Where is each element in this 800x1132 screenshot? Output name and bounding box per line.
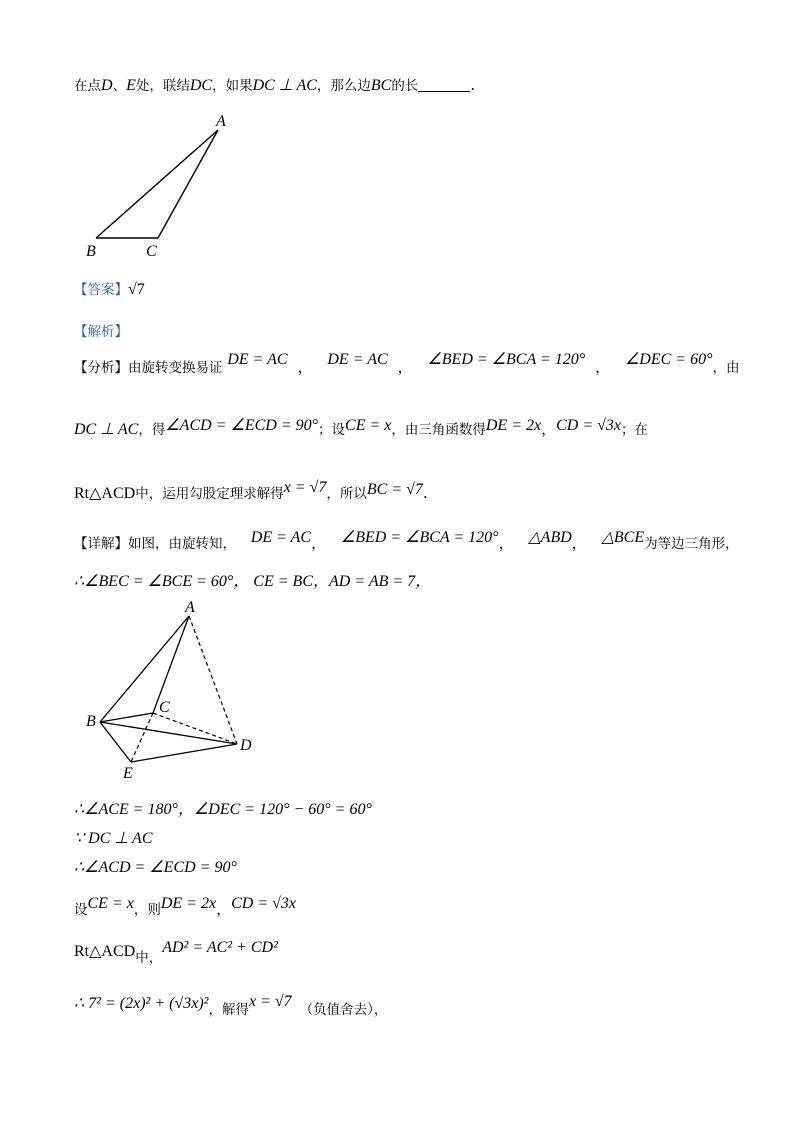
q-text-4: ，那么边	[316, 78, 371, 94]
answer-value: √7	[128, 281, 145, 298]
q-bc: BC	[370, 77, 392, 94]
label-a: A	[216, 113, 226, 130]
step-5-a: Rt△ACD	[74, 943, 136, 960]
fenxi-eq-1: DE = AC	[227, 351, 288, 368]
step-4-b: CE = x	[87, 895, 134, 912]
figure-triangle-abc	[80, 110, 260, 265]
step-1-text: ∴∠ACE = 180°，∠DEC = 120° − 60° = 60°	[74, 801, 372, 818]
step-5	[74, 939, 278, 969]
step-6-c: x = √7	[248, 993, 292, 1010]
edge-ed	[131, 744, 237, 762]
xiangjie-line-1: 【详解】如图，由旋转知， DE = AC， ∠BED = ∠BCA = 120°， △ABD， △BCE为等边三角形，	[74, 529, 739, 552]
step-4-c: ，则	[133, 902, 161, 918]
step-4-a: 设	[74, 902, 88, 918]
edge-bc	[100, 713, 153, 722]
step-2-text: ∵ DC ⊥ AC	[74, 830, 153, 847]
edge-ce	[131, 713, 153, 762]
label-d: D	[240, 737, 252, 754]
fenxi-eq-12: BC = √7	[366, 481, 423, 498]
question-line	[74, 74, 475, 97]
q-text-3: ，如果	[212, 78, 253, 94]
fenxi-text-1: 由旋转变换易证	[128, 360, 223, 376]
step-6-b: ，解得	[208, 1002, 249, 1018]
step-3	[74, 856, 237, 879]
fenxi-text-7: 中，运用勾股定理求解得	[135, 486, 284, 502]
fenxi-text-8: ，所以	[326, 486, 367, 502]
label-a: A	[185, 599, 195, 616]
step-1	[74, 798, 372, 821]
q-condition: DC ⊥ AC	[252, 77, 317, 94]
edge-ac	[158, 130, 218, 238]
xiangjie-eq-2: ∠BED = ∠BCA = 120°	[340, 529, 499, 546]
label-b: B	[86, 243, 96, 260]
step-4-e: CD = √3x	[231, 895, 296, 912]
step-3-text: ∴∠ACD = ∠ECD = 90°	[74, 859, 237, 876]
q-end: .	[470, 76, 476, 94]
fenxi-eq-11: x = √7	[283, 479, 327, 496]
fenxi-eq-3: ∠BED = ∠BCA = 120°	[427, 351, 586, 368]
fenxi-line-2: DC ⊥ AC，得∠ACD = ∠ECD = 90°；设CE = x，由三角函数得DE = 2x，CD = √3x；在	[74, 417, 649, 438]
q-sep: 、	[112, 78, 127, 94]
edge-ad	[189, 616, 237, 744]
fenxi-text-3: ，得	[138, 422, 166, 438]
answer-blank	[418, 77, 470, 92]
step-6	[74, 993, 388, 1021]
step-6-a: ∴ 7² = (2x)² + (√3x)²	[74, 995, 209, 1012]
fenxi-tag: 【分析】	[74, 360, 128, 376]
xiangjie-tag: 【详解】	[74, 536, 128, 552]
label-c: C	[159, 699, 170, 716]
label-b: B	[86, 713, 96, 730]
step-5-b: 中，	[135, 950, 163, 966]
edge-ab	[100, 616, 189, 722]
edge-cd	[153, 713, 237, 744]
fenxi-text-6: ；在	[621, 422, 649, 438]
fenxi-line-1: 【分析】由旋转变换易证 DE = AC ， DE = AC ， ∠BED = ∠BCA = 120° ， ∠DEC = 60°，由	[74, 351, 740, 376]
step-4-d: DE = 2x	[160, 895, 217, 912]
xiangjie-result-line: ∴∠BEC = ∠BCE = 60°， CE = BC，AD = AB = 7，	[74, 573, 432, 590]
answer-tag: 【答案】	[74, 282, 128, 298]
q-point-e: E	[126, 77, 136, 94]
xiangjie-line-2	[74, 570, 431, 593]
step-6-d: （负值舍去），	[299, 1002, 388, 1018]
step-4: 设CE = x，则DE = 2x，CD = √3x	[74, 895, 296, 918]
fenxi-eq-8: DE = 2x	[485, 417, 542, 434]
xiangjie-eq-1: DE = AC	[250, 529, 312, 546]
fenxi-eq-5: DC ⊥ AC	[74, 421, 139, 438]
step-5-c: AD² = AC² + CD²	[162, 939, 278, 956]
step-2	[74, 827, 153, 850]
label-c: C	[146, 243, 157, 260]
xiangjie-text-1: 如图，由旋转知，	[128, 536, 236, 552]
fenxi-eq-4: ∠DEC = 60°	[624, 351, 713, 368]
xiangjie-text-2: 为等边三角形，	[644, 536, 739, 552]
q-point-d: D	[101, 77, 113, 94]
xiangjie-eq-4: △BCE	[601, 529, 645, 546]
fenxi-text-4: ；设	[318, 422, 346, 438]
edge-bd	[100, 722, 237, 744]
fenxi-eq-10: Rt△ACD	[74, 485, 136, 502]
jiexi-line	[74, 320, 128, 343]
q-dc: DC	[189, 77, 213, 94]
fenxi-text-5: ，由三角函数得	[391, 422, 486, 438]
fenxi-eq-9: CD = √3x	[556, 417, 622, 434]
xiangjie-eq-3: △ABD	[528, 529, 572, 546]
q-text-2: 处，联结	[135, 78, 190, 94]
fenxi-text-2: ，由	[712, 360, 740, 376]
fenxi-eq-2: DE = AC	[327, 351, 388, 368]
q-text-5: 的长	[391, 78, 419, 94]
fenxi-text-9: .	[422, 484, 428, 502]
answer-line	[74, 278, 145, 301]
fenxi-eq-6: ∠ACD = ∠ECD = 90°	[165, 417, 319, 434]
fenxi-line-3	[74, 479, 428, 505]
q-text-1: 在点	[74, 78, 101, 94]
edge-ab	[96, 130, 218, 238]
label-e: E	[123, 765, 133, 782]
jiexi-tag: 【解析】	[74, 324, 128, 340]
fenxi-eq-7: CE = x	[345, 417, 392, 434]
figure-rotation	[80, 598, 280, 783]
edge-be	[100, 722, 131, 762]
